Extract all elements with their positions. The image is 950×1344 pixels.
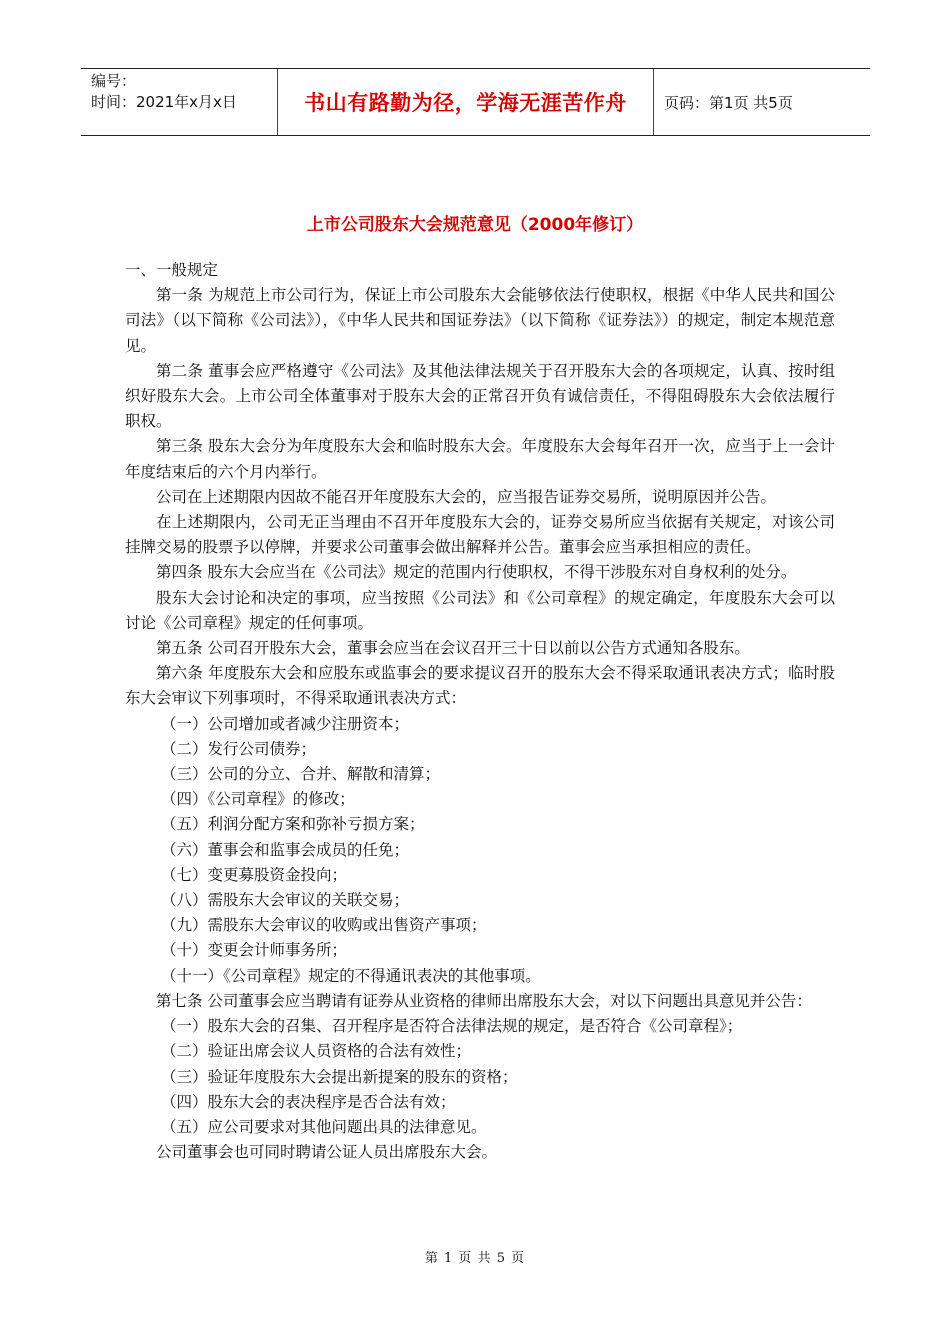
paragraph: 公司董事会也可同时聘请公证人员出席股东大会。 xyxy=(156,1143,498,1162)
document-title: 上市公司股东大会规范意见（2000年修订） xyxy=(306,215,644,235)
list-item: （一）公司增加或者减少注册资本； xyxy=(161,714,410,733)
paragraph: 第四条 股东大会应当在《公司法》规定的范围内行使职权，不得干涉股东对自身权利的处分。 xyxy=(156,563,797,582)
date-label: 时间：2021年x月x日 xyxy=(91,93,237,111)
paragraph: 一、一般规定 xyxy=(125,261,219,279)
paragraph: 公司在上述期限内因故不能召开年度股东大会的，应当报告证券交易所，说明原因并公告。 xyxy=(156,487,777,506)
paragraph: 在上述期限内，公司无正当理由不召开年度股东大会的，证券交易所应当依据有关规定，对该公司挂牌交易的股票予以停牌，并要求公司董事会做出解释并公告。董事会应当承担相应的责任。 xyxy=(125,513,835,557)
list-item: （五）利润分配方案和弥补亏损方案； xyxy=(161,815,425,834)
list-item: （一）股东大会的召集、召开程序是否符合法律法规的规定，是否符合《公司章程》； xyxy=(161,1017,743,1036)
list-item: （十）变更会计师事务所； xyxy=(161,941,348,960)
list-item: （五）应公司要求对其他问题出具的法律意见。 xyxy=(161,1117,487,1136)
page-label: 页码：第1页 共5页 xyxy=(664,93,793,112)
list-item: （六）董事会和监事会成员的任免； xyxy=(161,840,410,859)
list-item: （三）公司的分立、合并、解散和清算； xyxy=(161,765,441,784)
page-footer: 第 1 页 共 5 页 xyxy=(424,1251,526,1266)
list-item: （十一）《公司章程》规定的不得通讯表决的其他事项。 xyxy=(161,966,541,985)
list-item: （二）验证出席会议人员资格的合法有效性； xyxy=(161,1042,472,1061)
list-item: （八）需股东大会审议的关联交易； xyxy=(161,891,410,910)
paragraph: 股东大会讨论和决定的事项，应当按照《公司法》和《公司章程》的规定确定，年度股东大会可以讨论《公司章程》规定的任何事项。 xyxy=(125,588,835,632)
list-item: （四）《公司章程》的修改； xyxy=(161,790,355,809)
paragraph: 第五条 公司召开股东大会，董事会应当在会议召开三十日以前以公告方式通知各股东。 xyxy=(156,639,750,658)
list-item: （四）股东大会的表决程序是否合法有效； xyxy=(161,1092,456,1111)
list-item: （九）需股东大会审议的收购或出售资产事项； xyxy=(161,916,487,935)
motto-text: 书山有路勤为径，学海无涯苦作舟 xyxy=(304,91,627,115)
page-header xyxy=(81,68,870,136)
header-motto-cell xyxy=(278,69,654,135)
header-page-cell xyxy=(654,69,870,135)
list-item: （二）发行公司债券； xyxy=(161,739,317,758)
header-info-cell xyxy=(81,69,278,135)
list-item: （三）验证年度股东大会提出新提案的股东的资格； xyxy=(161,1067,518,1086)
paragraph: 第三条 股东大会分为年度股东大会和临时股东大会。年度股东大会每年召开一次，应当于上一会计年度结束后的六个月内举行。 xyxy=(125,437,835,481)
paragraph: 第一条 为规范上市公司行为，保证上市公司股东大会能够依法行使职权，根据《中华人民共和国公司法》（以下简称《公司法》），《中华人民共和国证券法》（以下简称《证券法》）的规定，制定本规范意见。 xyxy=(125,286,835,355)
list-item: （七）变更募股资金投向； xyxy=(161,865,348,884)
paragraph: 第六条 年度股东大会和应股东或监事会的要求提议召开的股东大会不得采取通讯表决方式；临时股东大会审议下列事项时，不得采取通讯表决方式： xyxy=(125,664,835,708)
paragraph: 第二条 董事会应严格遵守《公司法》及其他法律法规关于召开股东大会的各项规定，认真、按时组织好股东大会。上市公司全体董事对于股东大会的正常召开负有诚信责任，不得阻碍股东大会依法履行职权。 xyxy=(125,361,835,431)
paragraph: 第七条 公司董事会应当聘请有证券从业资格的律师出席股东大会，对以下问题出具意见并公告： xyxy=(156,991,812,1010)
document-body xyxy=(125,258,835,1165)
number-label: 编号： xyxy=(91,72,137,90)
